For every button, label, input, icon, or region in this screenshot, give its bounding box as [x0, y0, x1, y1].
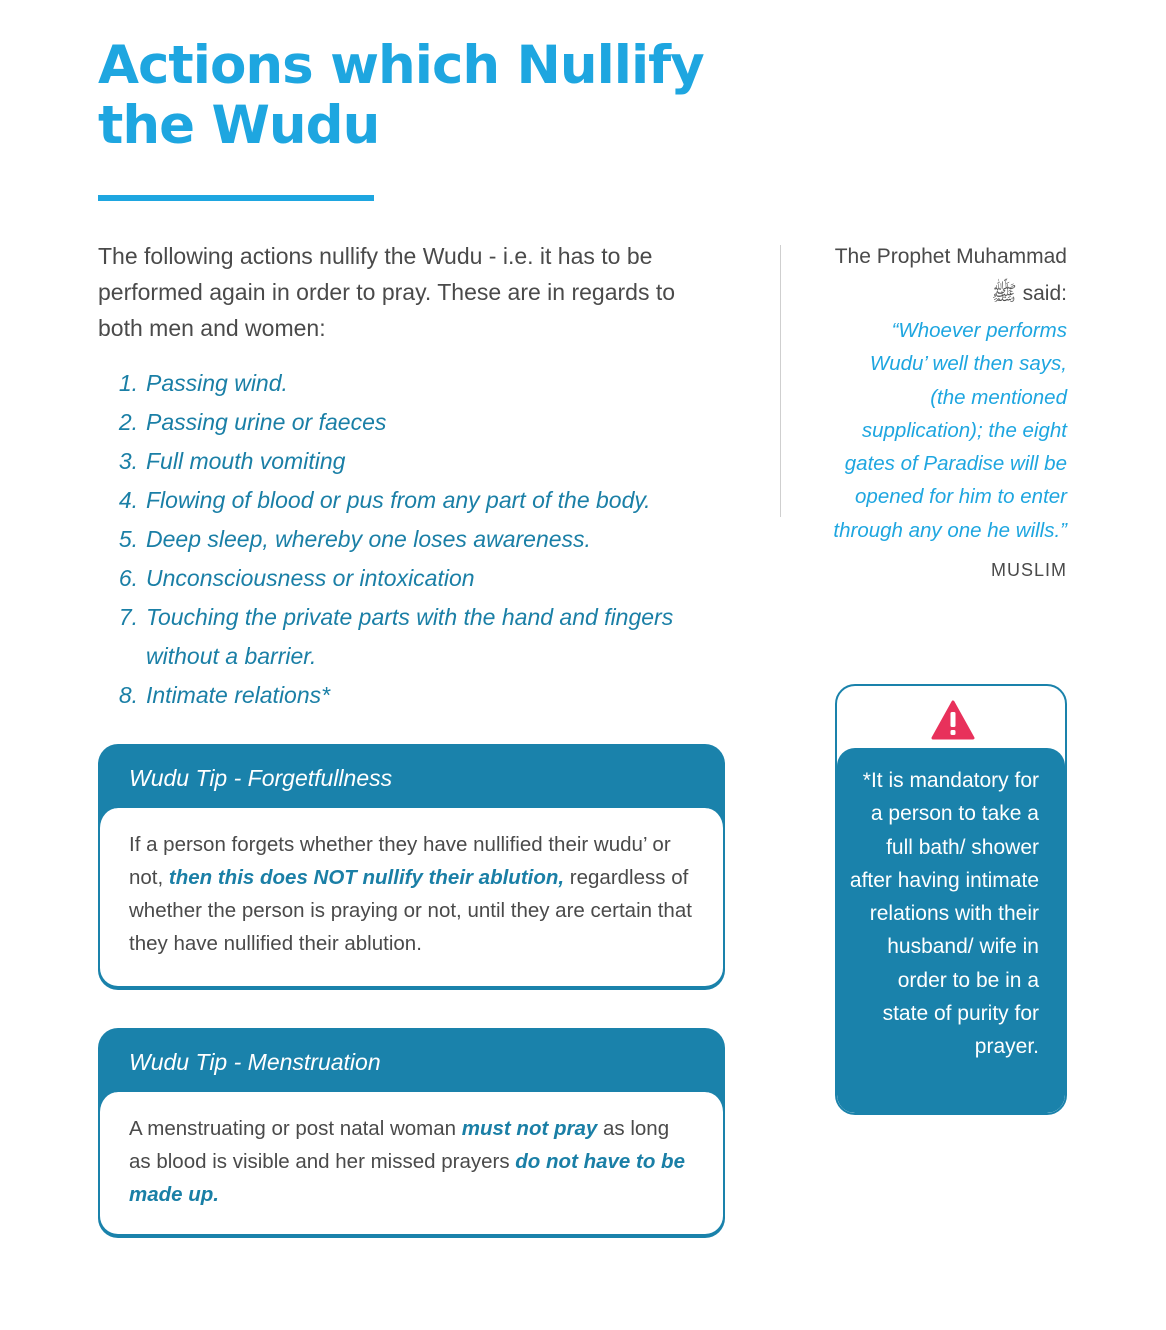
warning-note	[835, 684, 1067, 1115]
tip-heading: Wudu Tip - Forgetfullness	[129, 765, 393, 791]
title-underline	[98, 195, 374, 201]
list-item: 3. Full mouth vomiting	[118, 448, 346, 474]
tip-card-forgetfulness	[98, 744, 725, 990]
tip-body: A menstruating or post natal woman must not pray as long as blood is visible and her missed prayers do not have to be made up.	[98, 1092, 725, 1236]
list-item: 8. Intimate relations*	[118, 682, 331, 708]
tip-emphasis: then this does NOT nullify their ablution,	[168, 866, 565, 889]
column-divider	[780, 245, 781, 517]
quote-source: MUSLIM	[990, 560, 1067, 581]
intro-paragraph: The following actions nullify the Wudu - i.e. it has to be performed again in order to pray. These are in regards to both men and women:	[98, 243, 676, 341]
list-item: 5. Deep sleep, whereby one loses awareness.	[118, 526, 591, 552]
warning-text: *It is mandatory for a person to take a full bath/ shower after having intimate relations with their husband/ wife in order to be in a state of purity for prayer.	[837, 748, 1065, 1113]
tip-heading: Wudu Tip - Menstruation	[129, 1049, 381, 1075]
page-title: Actions which Nullify the Wudu	[98, 35, 704, 156]
hadith-quote	[830, 238, 1067, 585]
list-item: 6. Unconsciousness or intoxication	[118, 565, 475, 591]
list-item: 2. Passing urine or faeces	[118, 409, 387, 435]
tip-emphasis: do not have to be made up.	[129, 1150, 685, 1206]
tip-body: If a person forgets whether they have nullified their wudu’ or not, then this does NOT nullify their ablution, regardless of whether the person is praying or not, until they are certain that they have nullified their ablution.	[98, 808, 725, 988]
quote-attribution: The Prophet Muhammad ﷺ said:	[834, 245, 1067, 305]
list-item: 1. Passing wind.	[118, 370, 288, 396]
tip-emphasis: must not pray	[461, 1117, 598, 1140]
quote-text: “Whoever performs Wudu’ well then says, (the mentioned supplication); the eight gates of Paradise will be opened for him to enter through any one he wills.”	[833, 319, 1067, 542]
list-item: 4. Flowing of blood or pus from any part of the body.	[118, 487, 651, 513]
nullifiers-list	[98, 364, 738, 715]
list-item: 7. Touching the private parts with the hand and fingers without a barrier.	[118, 604, 674, 669]
tip-card-menstruation	[98, 1028, 725, 1238]
warning-triangle-icon	[931, 700, 975, 740]
